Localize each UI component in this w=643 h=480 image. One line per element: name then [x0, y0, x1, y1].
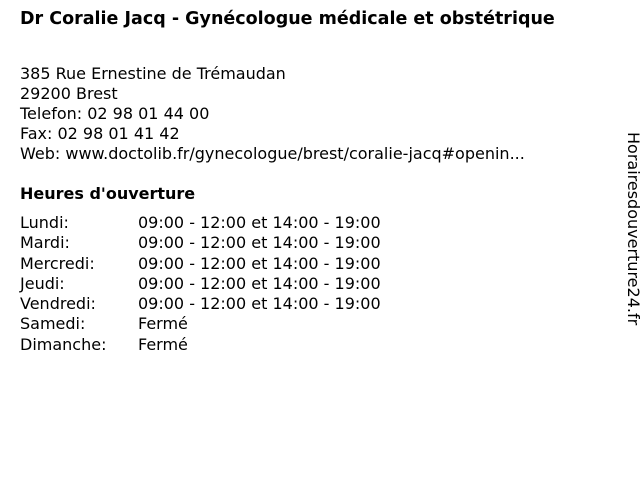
day-label: Vendredi: [20, 294, 96, 314]
website-link: Web: www.doctolib.fr/gynecologue/brest/coralie-jacq#openin... [20, 144, 525, 163]
hours-row-friday [20, 294, 381, 314]
address-city: 29200 Brest [20, 84, 118, 103]
hours-row-thursday [20, 274, 381, 294]
day-label: Mardi: [20, 233, 70, 253]
day-label: Jeudi: [20, 273, 65, 293]
day-label: Mercredi: [20, 253, 95, 273]
day-hours: Fermé [138, 314, 188, 334]
hours-row-wednesday [20, 254, 381, 274]
day-hours: 09:00 - 12:00 et 14:00 - 19:00 [138, 294, 381, 314]
hours-row-saturday [20, 314, 381, 334]
hours-row-sunday [20, 335, 381, 355]
contact-info [20, 64, 525, 164]
day-hours: 09:00 - 12:00 et 14:00 - 19:00 [138, 213, 381, 232]
fax-number: Fax: 02 98 01 41 42 [20, 124, 180, 143]
page-title: Dr Coralie Jacq - Gynécologue médicale et obstétrique [20, 9, 555, 29]
day-hours: 09:00 - 12:00 et 14:00 - 19:00 [138, 253, 381, 273]
opening-hours-table [20, 213, 381, 355]
day-hours: Fermé [138, 334, 188, 354]
day-label: Samedi: [20, 314, 86, 334]
hours-row-tuesday [20, 233, 381, 253]
day-hours: 09:00 - 12:00 et 14:00 - 19:00 [138, 273, 381, 293]
site-brand-vertical: Horairesdouverture24.fr [624, 132, 643, 326]
hours-row-monday [20, 213, 381, 233]
hours-heading: Heures d'ouverture [20, 184, 196, 203]
address-street: 385 Rue Ernestine de Trémaudan [20, 64, 286, 83]
day-hours: 09:00 - 12:00 et 14:00 - 19:00 [138, 233, 381, 253]
day-label: Lundi: [20, 213, 69, 232]
day-label: Dimanche: [20, 334, 107, 354]
phone-number: Telefon: 02 98 01 44 00 [20, 104, 210, 123]
